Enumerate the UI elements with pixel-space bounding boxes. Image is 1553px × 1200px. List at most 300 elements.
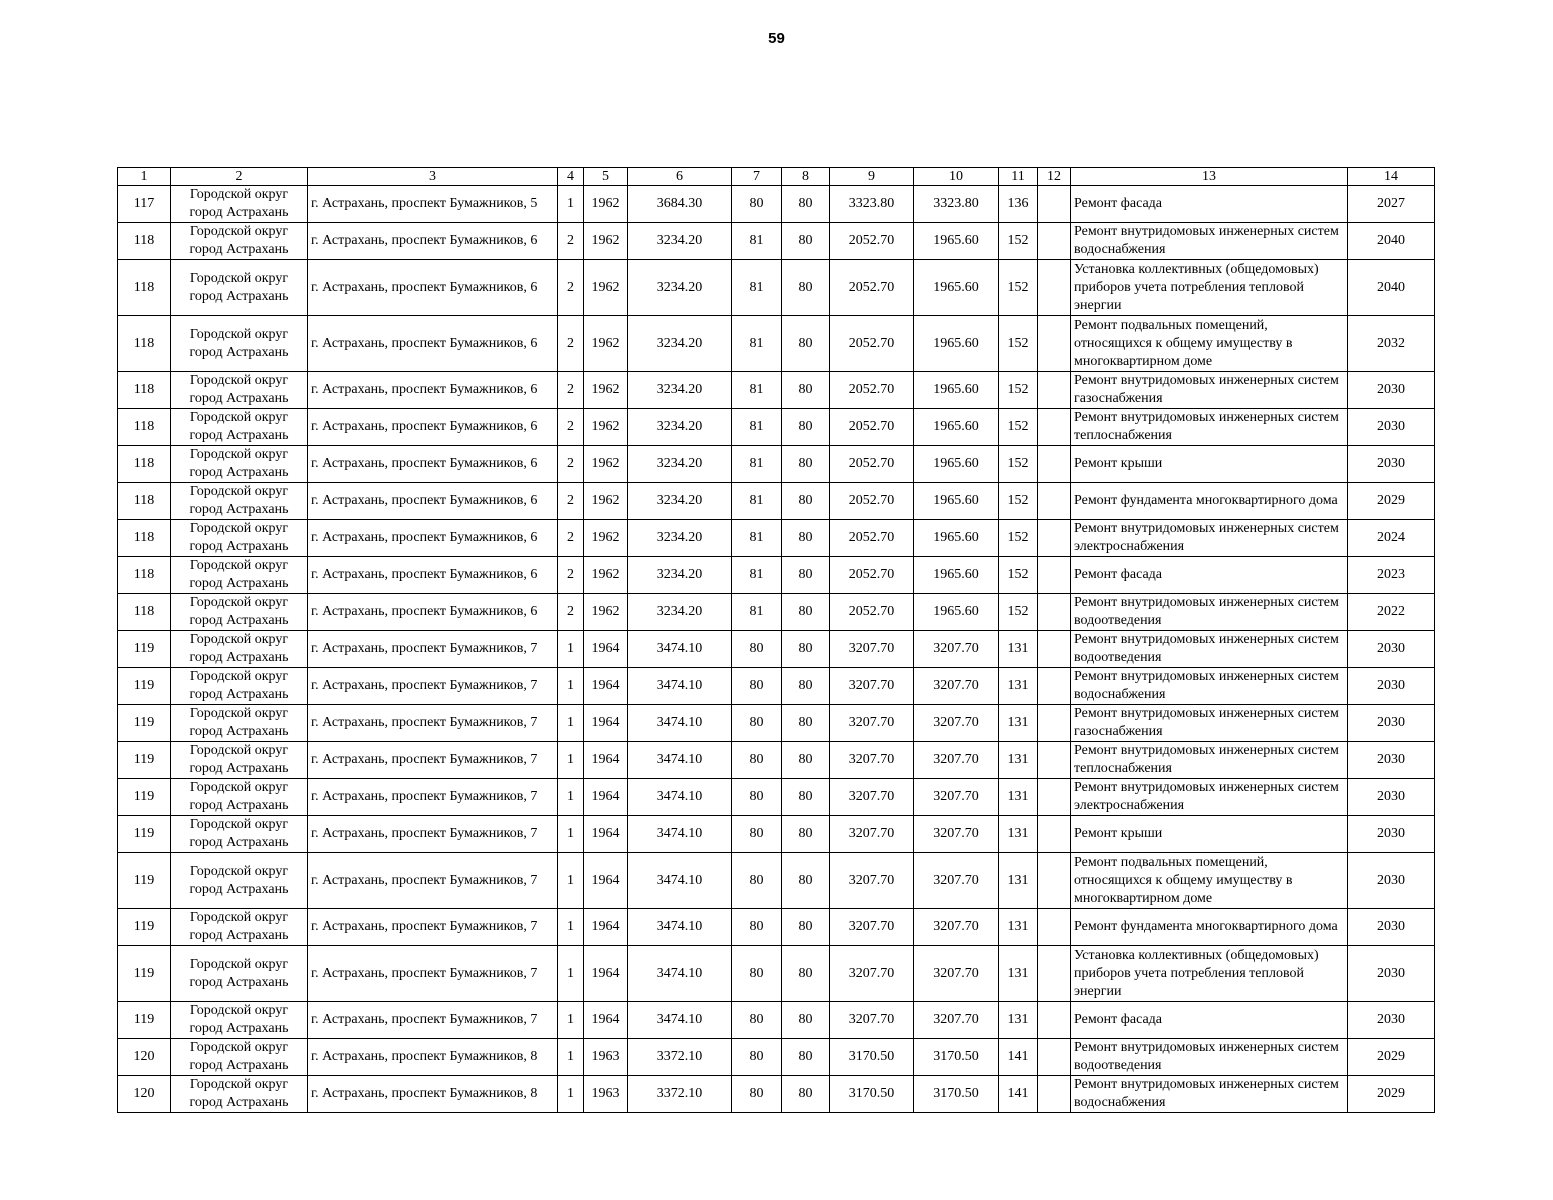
cell-col-10: 3207.70 xyxy=(914,946,999,1002)
cell-year: 2040 xyxy=(1348,260,1435,316)
cell-residents: 131 xyxy=(999,631,1038,668)
cell-row-number: 120 xyxy=(118,1076,171,1113)
column-header-14: 14 xyxy=(1348,168,1435,186)
cell-col-10: 1965.60 xyxy=(914,557,999,594)
column-header-5: 5 xyxy=(584,168,628,186)
cell-col-8: 80 xyxy=(782,909,830,946)
cell-living-area: 3170.50 xyxy=(830,1039,914,1076)
cell-living-area: 3207.70 xyxy=(830,1002,914,1039)
table-row xyxy=(118,372,1435,409)
cell-work-type: Ремонт крыши xyxy=(1071,446,1348,483)
cell-address: г. Астрахань, проспект Бумажников, 7 xyxy=(308,668,558,705)
cell-col-8: 80 xyxy=(782,223,830,260)
cell-col-12 xyxy=(1038,1076,1071,1113)
cell-residents: 136 xyxy=(999,186,1038,223)
table-row xyxy=(118,483,1435,520)
cell-residents: 152 xyxy=(999,260,1038,316)
cell-floors: 1 xyxy=(558,779,584,816)
cell-col-12 xyxy=(1038,409,1071,446)
cell-col-8: 80 xyxy=(782,186,830,223)
cell-residents: 141 xyxy=(999,1039,1038,1076)
cell-col-7: 81 xyxy=(732,372,782,409)
cell-work-type: Ремонт внутридомовых инженерных систем газоснабжения xyxy=(1071,705,1348,742)
cell-col-10: 3207.70 xyxy=(914,853,999,909)
cell-municipality: Городской округ город Астрахань xyxy=(171,779,308,816)
cell-floors: 1 xyxy=(558,742,584,779)
cell-build-year: 1962 xyxy=(584,483,628,520)
cell-col-12 xyxy=(1038,316,1071,372)
cell-address: г. Астрахань, проспект Бумажников, 8 xyxy=(308,1039,558,1076)
cell-year: 2030 xyxy=(1348,705,1435,742)
cell-row-number: 119 xyxy=(118,668,171,705)
column-header-7: 7 xyxy=(732,168,782,186)
cell-col-7: 80 xyxy=(732,779,782,816)
cell-row-number: 120 xyxy=(118,1039,171,1076)
cell-col-10: 1965.60 xyxy=(914,372,999,409)
cell-address: г. Астрахань, проспект Бумажников, 6 xyxy=(308,372,558,409)
cell-total-area: 3474.10 xyxy=(628,909,732,946)
cell-address: г. Астрахань, проспект Бумажников, 7 xyxy=(308,631,558,668)
cell-col-8: 80 xyxy=(782,316,830,372)
cell-work-type: Установка коллективных (общедомовых) приборов учета потребления тепловой энергии xyxy=(1071,946,1348,1002)
column-header-6: 6 xyxy=(628,168,732,186)
cell-work-type: Ремонт подвальных помещений, относящихся к общему имуществу в многоквартирном доме xyxy=(1071,853,1348,909)
cell-residents: 152 xyxy=(999,557,1038,594)
cell-floors: 2 xyxy=(558,446,584,483)
cell-total-area: 3234.20 xyxy=(628,594,732,631)
cell-year: 2030 xyxy=(1348,909,1435,946)
cell-year: 2024 xyxy=(1348,520,1435,557)
cell-year: 2030 xyxy=(1348,631,1435,668)
cell-address: г. Астрахань, проспект Бумажников, 7 xyxy=(308,853,558,909)
cell-col-8: 80 xyxy=(782,1002,830,1039)
cell-living-area: 2052.70 xyxy=(830,483,914,520)
cell-year: 2030 xyxy=(1348,409,1435,446)
cell-build-year: 1964 xyxy=(584,853,628,909)
cell-address: г. Астрахань, проспект Бумажников, 6 xyxy=(308,594,558,631)
table-row xyxy=(118,853,1435,909)
cell-address: г. Астрахань, проспект Бумажников, 6 xyxy=(308,223,558,260)
cell-municipality: Городской округ город Астрахань xyxy=(171,909,308,946)
cell-col-12 xyxy=(1038,816,1071,853)
cell-total-area: 3474.10 xyxy=(628,668,732,705)
cell-col-10: 1965.60 xyxy=(914,520,999,557)
cell-work-type: Ремонт внутридомовых инженерных систем электроснабжения xyxy=(1071,520,1348,557)
cell-total-area: 3234.20 xyxy=(628,409,732,446)
cell-build-year: 1963 xyxy=(584,1076,628,1113)
cell-build-year: 1963 xyxy=(584,1039,628,1076)
cell-col-7: 80 xyxy=(732,668,782,705)
cell-living-area: 3207.70 xyxy=(830,668,914,705)
cell-col-7: 80 xyxy=(732,631,782,668)
cell-year: 2030 xyxy=(1348,816,1435,853)
cell-col-7: 81 xyxy=(732,594,782,631)
cell-col-7: 81 xyxy=(732,409,782,446)
cell-municipality: Городской округ город Астрахань xyxy=(171,853,308,909)
cell-municipality: Городской округ город Астрахань xyxy=(171,372,308,409)
cell-residents: 152 xyxy=(999,223,1038,260)
cell-floors: 2 xyxy=(558,409,584,446)
cell-living-area: 3207.70 xyxy=(830,705,914,742)
cell-col-7: 81 xyxy=(732,557,782,594)
cell-row-number: 119 xyxy=(118,631,171,668)
cell-living-area: 3207.70 xyxy=(830,909,914,946)
cell-col-12 xyxy=(1038,853,1071,909)
cell-total-area: 3474.10 xyxy=(628,816,732,853)
cell-col-10: 3207.70 xyxy=(914,816,999,853)
cell-col-8: 80 xyxy=(782,779,830,816)
table-row xyxy=(118,1002,1435,1039)
cell-residents: 152 xyxy=(999,594,1038,631)
cell-living-area: 3207.70 xyxy=(830,853,914,909)
cell-col-7: 80 xyxy=(732,742,782,779)
cell-row-number: 119 xyxy=(118,742,171,779)
cell-col-8: 80 xyxy=(782,1076,830,1113)
cell-work-type: Ремонт внутридомовых инженерных систем водоснабжения xyxy=(1071,223,1348,260)
cell-col-10: 3170.50 xyxy=(914,1076,999,1113)
cell-floors: 2 xyxy=(558,557,584,594)
cell-floors: 1 xyxy=(558,853,584,909)
cell-residents: 152 xyxy=(999,316,1038,372)
cell-col-12 xyxy=(1038,946,1071,1002)
cell-col-7: 80 xyxy=(732,705,782,742)
cell-floors: 1 xyxy=(558,909,584,946)
cell-row-number: 118 xyxy=(118,446,171,483)
cell-floors: 2 xyxy=(558,520,584,557)
cell-total-area: 3372.10 xyxy=(628,1076,732,1113)
cell-address: г. Астрахань, проспект Бумажников, 6 xyxy=(308,557,558,594)
cell-total-area: 3474.10 xyxy=(628,1002,732,1039)
cell-residents: 152 xyxy=(999,446,1038,483)
table-row xyxy=(118,668,1435,705)
cell-work-type: Ремонт внутридомовых инженерных систем теплоснабжения xyxy=(1071,742,1348,779)
cell-row-number: 118 xyxy=(118,594,171,631)
cell-work-type: Ремонт внутридомовых инженерных систем водоотведения xyxy=(1071,594,1348,631)
cell-col-8: 80 xyxy=(782,668,830,705)
cell-floors: 2 xyxy=(558,483,584,520)
cell-build-year: 1964 xyxy=(584,909,628,946)
cell-floors: 2 xyxy=(558,372,584,409)
cell-address: г. Астрахань, проспект Бумажников, 7 xyxy=(308,705,558,742)
cell-col-7: 81 xyxy=(732,223,782,260)
cell-col-12 xyxy=(1038,372,1071,409)
cell-col-10: 3207.70 xyxy=(914,631,999,668)
cell-municipality: Городской округ город Астрахань xyxy=(171,316,308,372)
cell-residents: 131 xyxy=(999,946,1038,1002)
cell-col-7: 80 xyxy=(732,1039,782,1076)
cell-col-7: 81 xyxy=(732,483,782,520)
cell-residents: 152 xyxy=(999,483,1038,520)
repair-schedule-table xyxy=(117,167,1435,1113)
cell-living-area: 2052.70 xyxy=(830,594,914,631)
cell-living-area: 2052.70 xyxy=(830,520,914,557)
cell-floors: 1 xyxy=(558,631,584,668)
table-row xyxy=(118,223,1435,260)
column-header-9: 9 xyxy=(830,168,914,186)
cell-col-10: 1965.60 xyxy=(914,446,999,483)
column-header-3: 3 xyxy=(308,168,558,186)
cell-col-10: 3170.50 xyxy=(914,1039,999,1076)
cell-year: 2030 xyxy=(1348,946,1435,1002)
column-header-1: 1 xyxy=(118,168,171,186)
cell-work-type: Ремонт подвальных помещений, относящихся к общему имуществу в многоквартирном доме xyxy=(1071,316,1348,372)
cell-col-10: 1965.60 xyxy=(914,409,999,446)
cell-col-10: 3323.80 xyxy=(914,186,999,223)
cell-build-year: 1964 xyxy=(584,668,628,705)
cell-municipality: Городской округ город Астрахань xyxy=(171,742,308,779)
table-row xyxy=(118,816,1435,853)
cell-col-8: 80 xyxy=(782,594,830,631)
cell-year: 2032 xyxy=(1348,316,1435,372)
cell-col-8: 80 xyxy=(782,483,830,520)
cell-total-area: 3234.20 xyxy=(628,520,732,557)
cell-row-number: 118 xyxy=(118,372,171,409)
cell-col-7: 81 xyxy=(732,316,782,372)
table-row xyxy=(118,446,1435,483)
cell-address: г. Астрахань, проспект Бумажников, 6 xyxy=(308,483,558,520)
table-row xyxy=(118,316,1435,372)
cell-col-12 xyxy=(1038,742,1071,779)
cell-work-type: Ремонт внутридомовых инженерных систем водоснабжения xyxy=(1071,1076,1348,1113)
cell-total-area: 3474.10 xyxy=(628,853,732,909)
table-row xyxy=(118,742,1435,779)
cell-municipality: Городской округ город Астрахань xyxy=(171,1002,308,1039)
cell-living-area: 2052.70 xyxy=(830,372,914,409)
cell-col-7: 80 xyxy=(732,816,782,853)
cell-work-type: Ремонт фасада xyxy=(1071,1002,1348,1039)
table-row xyxy=(118,557,1435,594)
cell-total-area: 3474.10 xyxy=(628,946,732,1002)
cell-address: г. Астрахань, проспект Бумажников, 7 xyxy=(308,742,558,779)
cell-col-8: 80 xyxy=(782,1039,830,1076)
cell-total-area: 3234.20 xyxy=(628,557,732,594)
cell-total-area: 3234.20 xyxy=(628,446,732,483)
cell-floors: 1 xyxy=(558,816,584,853)
column-header-10: 10 xyxy=(914,168,999,186)
cell-col-12 xyxy=(1038,223,1071,260)
cell-living-area: 2052.70 xyxy=(830,316,914,372)
cell-col-12 xyxy=(1038,1002,1071,1039)
cell-row-number: 118 xyxy=(118,223,171,260)
cell-work-type: Ремонт внутридомовых инженерных систем теплоснабжения xyxy=(1071,409,1348,446)
cell-build-year: 1962 xyxy=(584,186,628,223)
cell-col-12 xyxy=(1038,668,1071,705)
cell-address: г. Астрахань, проспект Бумажников, 7 xyxy=(308,1002,558,1039)
cell-build-year: 1962 xyxy=(584,223,628,260)
cell-work-type: Ремонт внутридомовых инженерных систем водоотведения xyxy=(1071,631,1348,668)
cell-col-7: 81 xyxy=(732,446,782,483)
cell-col-10: 1965.60 xyxy=(914,260,999,316)
cell-build-year: 1962 xyxy=(584,372,628,409)
cell-col-7: 80 xyxy=(732,946,782,1002)
cell-address: г. Астрахань, проспект Бумажников, 7 xyxy=(308,909,558,946)
cell-year: 2029 xyxy=(1348,1076,1435,1113)
cell-municipality: Городской округ город Астрахань xyxy=(171,816,308,853)
cell-address: г. Астрахань, проспект Бумажников, 6 xyxy=(308,409,558,446)
cell-col-10: 3207.70 xyxy=(914,705,999,742)
cell-living-area: 2052.70 xyxy=(830,260,914,316)
cell-residents: 131 xyxy=(999,1002,1038,1039)
cell-address: г. Астрахань, проспект Бумажников, 6 xyxy=(308,446,558,483)
cell-col-10: 3207.70 xyxy=(914,742,999,779)
table-row xyxy=(118,779,1435,816)
cell-col-7: 81 xyxy=(732,260,782,316)
cell-address: г. Астрахань, проспект Бумажников, 6 xyxy=(308,520,558,557)
cell-total-area: 3474.10 xyxy=(628,705,732,742)
cell-col-8: 80 xyxy=(782,853,830,909)
cell-col-12 xyxy=(1038,779,1071,816)
cell-col-12 xyxy=(1038,446,1071,483)
cell-total-area: 3474.10 xyxy=(628,631,732,668)
cell-col-8: 80 xyxy=(782,742,830,779)
cell-year: 2023 xyxy=(1348,557,1435,594)
table-row xyxy=(118,409,1435,446)
cell-living-area: 3323.80 xyxy=(830,186,914,223)
cell-municipality: Городской округ город Астрахань xyxy=(171,668,308,705)
cell-col-12 xyxy=(1038,260,1071,316)
cell-year: 2030 xyxy=(1348,742,1435,779)
cell-address: г. Астрахань, проспект Бумажников, 7 xyxy=(308,946,558,1002)
cell-year: 2030 xyxy=(1348,1002,1435,1039)
cell-col-7: 80 xyxy=(732,853,782,909)
cell-col-12 xyxy=(1038,594,1071,631)
cell-year: 2030 xyxy=(1348,372,1435,409)
cell-build-year: 1964 xyxy=(584,1002,628,1039)
cell-year: 2030 xyxy=(1348,779,1435,816)
cell-work-type: Ремонт крыши xyxy=(1071,816,1348,853)
cell-row-number: 119 xyxy=(118,1002,171,1039)
table-row xyxy=(118,631,1435,668)
cell-living-area: 3207.70 xyxy=(830,946,914,1002)
cell-address: г. Астрахань, проспект Бумажников, 6 xyxy=(308,260,558,316)
table-row xyxy=(118,1039,1435,1076)
table-row xyxy=(118,520,1435,557)
cell-residents: 131 xyxy=(999,779,1038,816)
cell-floors: 1 xyxy=(558,668,584,705)
cell-floors: 2 xyxy=(558,260,584,316)
cell-col-8: 80 xyxy=(782,816,830,853)
cell-living-area: 2052.70 xyxy=(830,446,914,483)
cell-row-number: 118 xyxy=(118,483,171,520)
cell-living-area: 2052.70 xyxy=(830,223,914,260)
cell-col-7: 80 xyxy=(732,909,782,946)
cell-year: 2029 xyxy=(1348,1039,1435,1076)
cell-build-year: 1962 xyxy=(584,594,628,631)
cell-residents: 131 xyxy=(999,668,1038,705)
cell-row-number: 119 xyxy=(118,853,171,909)
cell-work-type: Ремонт внутридомовых инженерных систем водоснабжения xyxy=(1071,668,1348,705)
table-row xyxy=(118,946,1435,1002)
column-header-4: 4 xyxy=(558,168,584,186)
cell-floors: 1 xyxy=(558,1002,584,1039)
cell-municipality: Городской округ город Астрахань xyxy=(171,483,308,520)
cell-total-area: 3234.20 xyxy=(628,316,732,372)
cell-total-area: 3372.10 xyxy=(628,1039,732,1076)
column-header-11: 11 xyxy=(999,168,1038,186)
cell-build-year: 1962 xyxy=(584,260,628,316)
cell-municipality: Городской округ город Астрахань xyxy=(171,631,308,668)
cell-municipality: Городской округ город Астрахань xyxy=(171,260,308,316)
cell-row-number: 118 xyxy=(118,409,171,446)
cell-total-area: 3234.20 xyxy=(628,372,732,409)
cell-work-type: Установка коллективных (общедомовых) приборов учета потребления тепловой энергии xyxy=(1071,260,1348,316)
cell-col-8: 80 xyxy=(782,946,830,1002)
cell-col-12 xyxy=(1038,186,1071,223)
cell-row-number: 119 xyxy=(118,909,171,946)
cell-year: 2027 xyxy=(1348,186,1435,223)
page-number: 59 xyxy=(768,30,785,47)
cell-address: г. Астрахань, проспект Бумажников, 7 xyxy=(308,816,558,853)
cell-municipality: Городской округ город Астрахань xyxy=(171,1076,308,1113)
column-header-13: 13 xyxy=(1071,168,1348,186)
cell-work-type: Ремонт внутридомовых инженерных систем газоснабжения xyxy=(1071,372,1348,409)
cell-floors: 1 xyxy=(558,1039,584,1076)
cell-col-12 xyxy=(1038,631,1071,668)
cell-col-8: 80 xyxy=(782,260,830,316)
cell-municipality: Городской округ город Астрахань xyxy=(171,557,308,594)
cell-address: г. Астрахань, проспект Бумажников, 5 xyxy=(308,186,558,223)
table-row xyxy=(118,909,1435,946)
cell-row-number: 119 xyxy=(118,705,171,742)
cell-build-year: 1964 xyxy=(584,946,628,1002)
cell-municipality: Городской округ город Астрахань xyxy=(171,1039,308,1076)
cell-row-number: 119 xyxy=(118,816,171,853)
cell-col-12 xyxy=(1038,557,1071,594)
cell-municipality: Городской округ город Астрахань xyxy=(171,409,308,446)
cell-municipality: Городской округ город Астрахань xyxy=(171,594,308,631)
cell-residents: 152 xyxy=(999,520,1038,557)
cell-floors: 2 xyxy=(558,594,584,631)
cell-col-12 xyxy=(1038,1039,1071,1076)
cell-total-area: 3234.20 xyxy=(628,483,732,520)
cell-row-number: 117 xyxy=(118,186,171,223)
cell-total-area: 3474.10 xyxy=(628,742,732,779)
cell-col-8: 80 xyxy=(782,557,830,594)
cell-living-area: 3207.70 xyxy=(830,742,914,779)
cell-year: 2022 xyxy=(1348,594,1435,631)
cell-year: 2030 xyxy=(1348,668,1435,705)
cell-col-12 xyxy=(1038,705,1071,742)
cell-living-area: 3207.70 xyxy=(830,631,914,668)
cell-col-8: 80 xyxy=(782,409,830,446)
cell-col-7: 80 xyxy=(732,1002,782,1039)
cell-floors: 1 xyxy=(558,1076,584,1113)
cell-build-year: 1962 xyxy=(584,446,628,483)
cell-floors: 2 xyxy=(558,223,584,260)
cell-build-year: 1964 xyxy=(584,705,628,742)
cell-col-8: 80 xyxy=(782,372,830,409)
cell-residents: 131 xyxy=(999,742,1038,779)
cell-build-year: 1962 xyxy=(584,557,628,594)
cell-municipality: Городской округ город Астрахань xyxy=(171,946,308,1002)
cell-residents: 131 xyxy=(999,853,1038,909)
cell-build-year: 1962 xyxy=(584,409,628,446)
cell-build-year: 1964 xyxy=(584,816,628,853)
cell-municipality: Городской округ город Астрахань xyxy=(171,223,308,260)
column-header-8: 8 xyxy=(782,168,830,186)
cell-row-number: 119 xyxy=(118,946,171,1002)
cell-col-7: 81 xyxy=(732,520,782,557)
cell-total-area: 3234.20 xyxy=(628,260,732,316)
cell-col-8: 80 xyxy=(782,705,830,742)
cell-address: г. Астрахань, проспект Бумажников, 8 xyxy=(308,1076,558,1113)
table-row xyxy=(118,594,1435,631)
cell-row-number: 118 xyxy=(118,557,171,594)
cell-living-area: 3207.70 xyxy=(830,816,914,853)
cell-col-7: 80 xyxy=(732,1076,782,1113)
cell-col-10: 3207.70 xyxy=(914,909,999,946)
column-header-2: 2 xyxy=(171,168,308,186)
